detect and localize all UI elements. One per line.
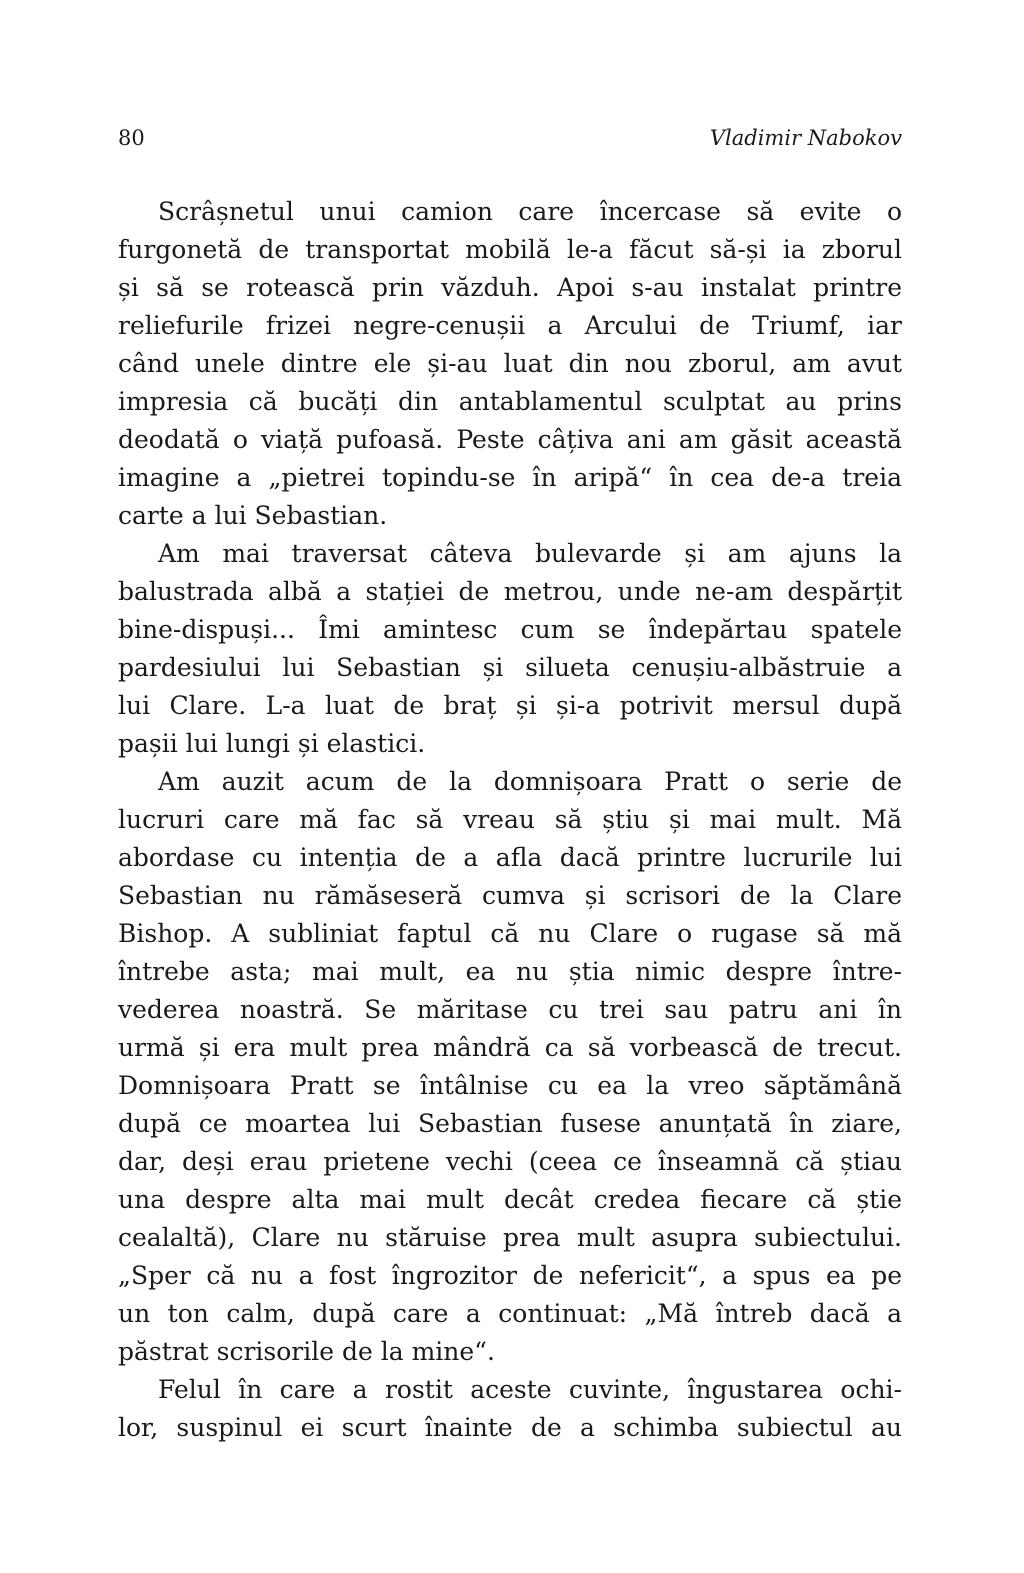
text-line: Sebastian nu rămăseseră cumva și scrisori de la Clare <box>118 881 902 910</box>
text-line: după ce moartea lui Sebastian fusese anunțată în ziare, <box>118 1109 902 1138</box>
page-number: 80 <box>118 126 145 150</box>
text-line: Am mai traversat câteva bulevarde și am ajuns la <box>158 539 902 568</box>
text-line: pardesiului lui Sebastian și silueta cenușiu-albăstruie a <box>118 653 902 682</box>
text-line: „Sper că nu a fost îngrozitor de nefericit“, a spus ea pe <box>118 1261 902 1290</box>
text-line: urmă și era mult prea mândră ca să vorbească de trecut. <box>118 1033 902 1062</box>
text-line: pașii lui lungi și elastici. <box>118 729 426 758</box>
text-line: și să se rotească prin văzduh. Apoi s-au instalat printre <box>118 273 902 302</box>
text-line: dar, deși erau prietene vechi (ceea ce înseamnă că știau <box>118 1147 902 1176</box>
text-line: Domnișoara Pratt se întâlnise cu ea la vreo săptămână <box>118 1071 902 1100</box>
text-line: Am auzit acum de la domnișoara Pratt o serie de <box>158 767 902 796</box>
text-line: imagine a „pietrei topindu-se în aripă“ în cea de-a treia <box>118 463 902 492</box>
paragraph <box>118 193 902 535</box>
text-line: balustrada albă a stației de metrou, unde ne-am despărțit <box>118 577 902 606</box>
text-line: Scrâșnetul unui camion care încercase să evite o <box>158 197 902 226</box>
text-line: impresia că bucăți din antablamentul sculptat au prins <box>118 387 902 416</box>
text-line: una despre alta mai mult decât credea fiecare că știe <box>118 1185 902 1214</box>
text-line: carte a lui Sebastian. <box>118 501 388 530</box>
text-line: lucruri care mă fac să vreau să știu și mai mult. Mă <box>118 805 902 834</box>
text-line: lor, suspinul ei scurt înainte de a schimba subiectul au <box>118 1413 902 1442</box>
text-line: abordase cu intenția de a afla dacă printre lucrurile lui <box>118 843 902 872</box>
text-line: furgonetă de transportat mobilă le-a făcut să-și ia zborul <box>118 235 902 264</box>
paragraph <box>118 763 902 1371</box>
text-line: un ton calm, după care a continuat: „Mă întreb dacă a <box>118 1299 902 1328</box>
text-line: când unele dintre ele și-au luat din nou zborul, am avut <box>118 349 902 378</box>
page-header <box>118 126 902 156</box>
running-title: Vladimir Nabokov <box>709 126 902 150</box>
paragraph <box>118 535 902 763</box>
text-line: Bishop. A subliniat faptul că nu Clare o rugase să mă <box>118 919 902 948</box>
text-line: deodată o viață pufoasă. Peste câțiva ani am găsit această <box>118 425 902 454</box>
text-line: bine-dispuși... Îmi amintesc cum se îndepărtau spatele <box>118 615 902 644</box>
text-line: vederea noastră. Se măritase cu trei sau patru ani în <box>118 995 902 1024</box>
text-line: păstrat scrisorile de la mine“. <box>118 1337 495 1366</box>
paragraph <box>118 1371 902 1447</box>
text-line: Felul în care a rostit aceste cuvinte, îngustarea ochi- <box>158 1375 902 1404</box>
text-line: cealaltă), Clare nu stăruise prea mult asupra subiectului. <box>118 1223 902 1252</box>
text-line: întrebe asta; mai mult, ea nu știa nimic despre între- <box>118 957 902 986</box>
text-line: lui Clare. L-a luat de braț și și-a potrivit mersul după <box>118 691 902 720</box>
text-line: reliefurile frizei negre-cenușii a Arcului de Triumf, iar <box>118 311 902 340</box>
body-text <box>118 193 902 1447</box>
